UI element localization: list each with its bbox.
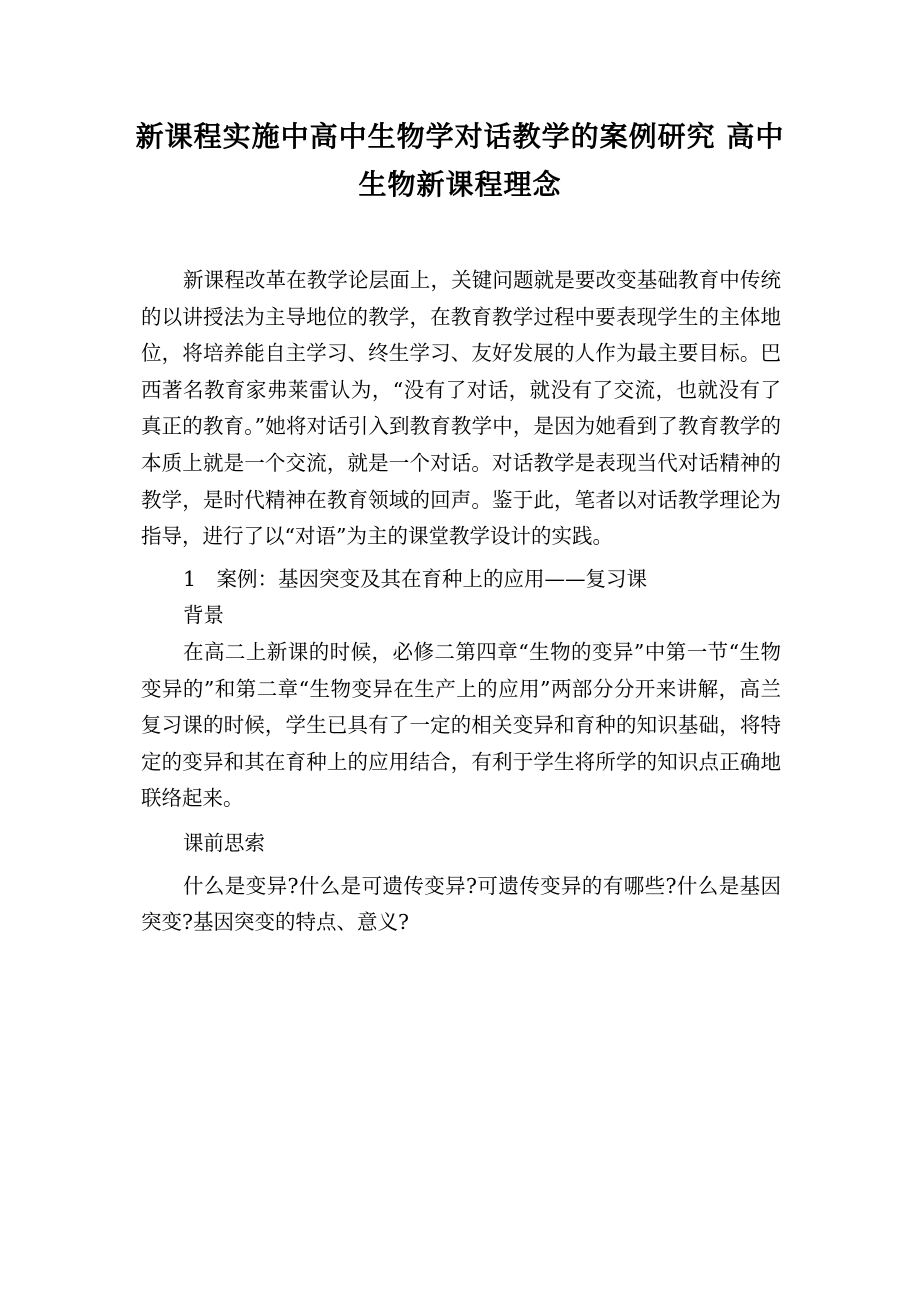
document-title bbox=[100, 113, 820, 209]
intro-paragraph: 新课程改革在教学论层面上，关键问题就是要改变基础教育中传统的以讲授法为主导地位的教学，在教育教学过程中要表现学生的主体地位，将培养能自主学习、终生学习、友好发展的人作为最主要目标。巴西著名教育家弗莱雷认为，“没有了对话，就没有了交流，也就没有了真正的教育。”她将对话引入到教育教学中，是因为她看到了教育教学的本质上就是一个交流，就是一个对话。对话教学是表现当代对话精神的教学，是时代精神在教育领域的回声。鉴于此，笔者以对话教学理论为指导，进行了以“对语”为主的课堂教学设计的实践。 bbox=[141, 268, 781, 549]
case-heading: 1 案例：基因突变及其在育种上的应用——复习课 bbox=[183, 566, 648, 591]
document-body bbox=[141, 262, 781, 941]
preclass-heading: 课前思索 bbox=[183, 830, 265, 855]
background-paragraph: 在高二上新课的时候，必修二第四章“生物的变异”中第一节“生物变异的”和第二章“生物变异在生产上的应用”两部分分开来讲解，高兰复习课的时候，学生已具有了一定的相关变异和育种的知识基础，将特定的变异和其在育种上的应用结合，有利于学生将所学的知识点正确地联络起来。 bbox=[141, 639, 781, 811]
background-heading: 背景 bbox=[183, 603, 224, 628]
preclass-paragraph: 什么是变异?什么是可遗传变异?可遗传变异的有哪些?什么是基因突变?基因突变的特点、意义? bbox=[141, 873, 781, 935]
title-line-1: 新课程实施中高中生物学对话教学的案例研究 高中 bbox=[135, 120, 785, 153]
title-line-2: 生物新课程理念 bbox=[358, 168, 562, 201]
